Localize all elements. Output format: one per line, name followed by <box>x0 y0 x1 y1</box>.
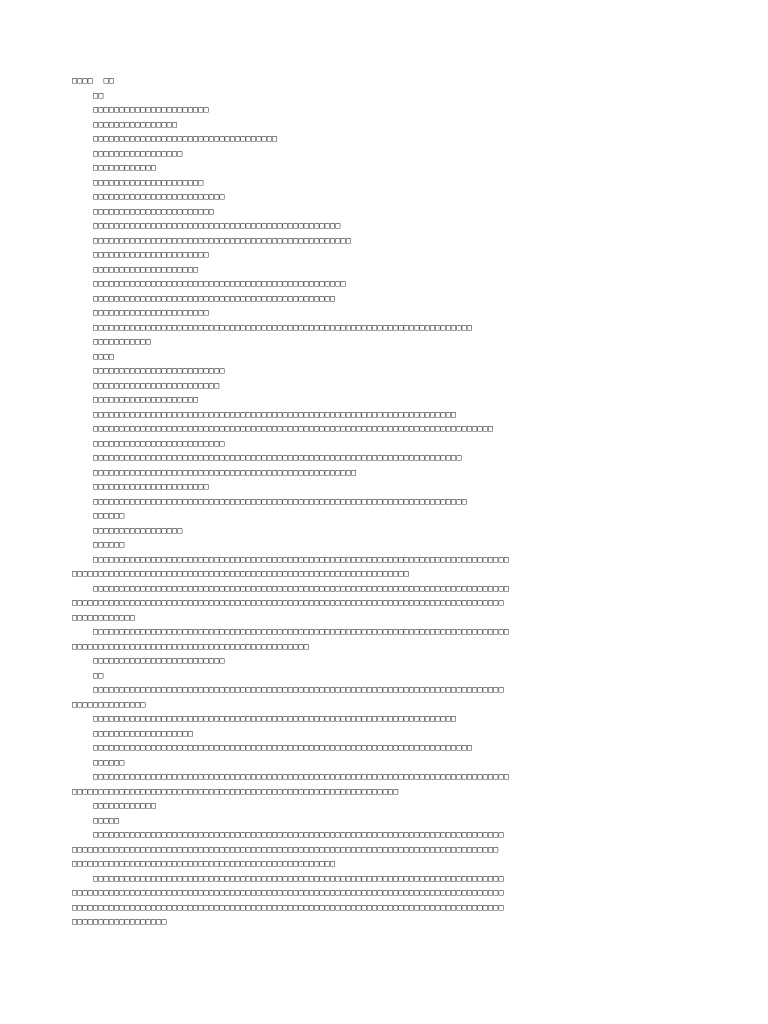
text-line: □□ <box>72 670 104 680</box>
text-line: □□□□□ <box>72 815 120 825</box>
text-line: □□□□□□□□□□□□□□□□□□□□□□□□□□□□□□□□□□□□□□□□□□□□□□□□□□□□□□□□□□□□□□□□ <box>72 569 410 578</box>
text-line: □□□□□□□□□□□□□□□□□□□□□□□□□□□□□□□□□□□□□□□□□□□□□□□□□□□□□□□□□□□□□□□□□□□□□□□□□□□□□□□ <box>72 554 510 564</box>
text-line: □□□□□□□□□□□□□□□□□□□□□□□□□□□□□□□□□□□□□□□□□□□□□□□□□ <box>72 235 352 245</box>
text-line: □□□□□□□□□□□□□□□□□□□□□□□□□□□□□□□□□□□□□□□□□□□□□□□□□□ <box>72 467 357 477</box>
text-line: □□□□□□□□□□□□□□□□□□□□□□ <box>72 308 209 317</box>
text-line: □□□□□□□□□□□ <box>72 337 151 346</box>
text-line: □□□□□□□□□□□□□□□□□□□□□□□□□□□□□□□□□□□□□□□□□□□□□□□□□□□□□□□□□□□□□□□□□□□□□□□□□□□□□□ <box>72 830 504 839</box>
text-line: □□□□□□ <box>72 757 125 767</box>
text-line: □□□□□□□□□□□□□□□□□□□□□□ <box>72 105 209 114</box>
text-line: □□□□ <box>72 351 115 361</box>
text-line: □□□□□□□□□□□□□□□□□□□□□□□□□□□□□□□□□□□□□□□□□□□□□□□□□□□□□□□□□□□□□□□□□□□□□□□□□□□□□□□□□ <box>72 844 499 854</box>
text-line: □□□□□□□□□□□□□□□□□□□□□□□□□□□□□□□□□□□□□□□□□□□□□□□□□□□□□□□□□□□□□□□□□□□□□□□□□□□□ <box>72 424 494 433</box>
text-line: □□□□□□□□□□□□□□□□□□□□□□□□□ <box>72 438 225 448</box>
text-line: □□□□□□□□□□□□□□□□□□□□□□□□□□□□□□□□□□□□□□□□□□□□□□□□□□□□□□□□□□□□□□□□□□□□□□□□□□□□□□□□□□ <box>72 598 504 607</box>
text-line: □□□□□□ <box>72 540 125 549</box>
text-line: □□□□□□□□□□□□□□□□□□□□□□□□□□□□□□□□□□□□□□□□□□□□□□□□□□□□□□□□□□□□□□□□□□□□□□□□□□□□□□□□□□ <box>72 888 504 897</box>
text-line: □□□□□□□□□□□□□□□□□□□□□□□□□□□□□□□□□□□□□□□□□□□□□□□□□□□□□□□□□□□□□□□□□□□□□ <box>72 714 457 723</box>
text-line: □□□□□□□□□□□□□□□□□□□□□□□□□□□□□□□□□□□□□□□□□□□□□□□□□□□□□□□□□□□□□□□□□□□□□□□□ <box>72 322 473 332</box>
text-line: □□□□□□□□□□□□□□□□□□□□□□□ <box>72 206 215 216</box>
text-line: □□□□□□□□□□□□□□□□□□□□□□□□□ <box>72 366 225 375</box>
text-line: □□□□□□□□□□□□□□□□ <box>72 119 178 129</box>
text-line: □□□□□□□□□□□□□□□□□□□□□□□□□□□□□□□□□□□□□□□□□□□□□□□□□□□□□□□□□□□□□□□□□□□□□□□□ <box>72 743 473 752</box>
text-line: □□□□□□□□□□□□□□□□□□ <box>72 917 167 926</box>
text-line: □□□□□□□□□□□□□□□□□□□□□□□□□□□□□□□□□□□□□□□□□□□□□□□□□□□□□□□□□□□□□□□□□□□□□□□□□□□□□□□□□□ <box>72 902 504 912</box>
text-line: □□□□□□□□□□□□□□□□□□□□□□□□□□□□□□□□□□□ <box>72 134 278 143</box>
text-line: □□□□□□□□□□□□□□□□□□□□□□ <box>72 482 209 491</box>
text-line: □□□□□□□□□□□□□□□□□□□□□□□□□□□□□□□□□□□□□□□□□□□□□□□□□□□□□□□□□□□□□□□□□□□□□□□□□□□□□□□ <box>72 627 510 636</box>
text-line: □□□□□□□□□□□□□□□□□□□□□ <box>72 177 204 187</box>
text-line: □□□□□□□□□□□□□□□□□ <box>72 148 183 158</box>
heading-line: □□□□ □□ <box>72 76 115 85</box>
text-line: □□□□□□□□□□□□□□□□□□□□□□□□□□□□□□□□□□□□□□□□□□□□□□□□□□□□□□□□□□□□□□ <box>72 786 399 796</box>
text-line: □□□□□□□□□□□□□□□□□□□ <box>72 728 194 738</box>
text-line: □□□□□□□□□□□□□□□□□□□□□□□□□□□□□□□□□□□□□□□□□□□□□□ <box>72 293 336 303</box>
text-line: □□□□□□□□□□□□□□□□□□□□□□□□□□□□□□□□□□□□□□□□□□□□□ <box>72 641 309 651</box>
text-line: □□□□□□□□□□□□□□□□□□□□□□□□□□□□□□□□□□□□□□□□□□□□□□□□□□□□□□□□□□□□□□□□□□□□□□□□□□□□□□ <box>72 873 504 883</box>
text-line: □□□□□□□□□□□□ <box>72 163 157 172</box>
text-line: □□□□□□□□□□□□□□□□□□□□□□□□□□□□□□□□□□□□□□□□□□□□□□□□□□□□□□□□□□□□□□□□□□□□□ <box>72 409 457 419</box>
text-line: □□□□□□□□□□□□□□□□□ <box>72 525 183 535</box>
text-line: □□ <box>72 90 104 100</box>
text-line: □□□□□□□□□□□□□□□□□□□□□□□□ <box>72 380 220 390</box>
text-line: □□□□□□□□□□□□□□ <box>72 699 146 709</box>
text-line: □□□□□□□□□□□□□□□□□□□□ <box>72 264 199 274</box>
text-line: □□□□□□□□□□□□□□□□□□□□□□□□□ <box>72 192 225 201</box>
text-line: □□□□□□□□□□□□□□□□□□□□□□□□□□□□□□□□□□□□□□□□□□□□□□□□□□□□□□□□□□□□□□□□□□□□□□□□□□□□□□□ <box>72 583 510 593</box>
text-line: □□□□□□□□□□□□□□□□□□□□□□□□□□□□□□□□□□□□□□□□□□□□□□□□ <box>72 279 346 288</box>
text-line: □□□□□□□□□□□□ <box>72 612 136 622</box>
document-body <box>72 74 702 930</box>
text-line: □□□□□□□□□□□□□□□□□□□□□□□□□ <box>72 656 225 665</box>
text-line: □□□□□□□□□□□□ <box>72 801 157 810</box>
text-line: □□□□□□□□□□□□□□□□□□□□□□□□□□□□□□□□□□□□□□□□□□□□□□□ <box>72 221 341 230</box>
text-line: □□□□□□□□□□□□□□□□□□□□□□ <box>72 250 209 259</box>
text-line: □□□□□□□□□□□□□□□□□□□□□□□□□□□□□□□□□□□□□□□□□□□□□□□□□□□□□□□□□□□□□□□□□□□□□□□□□□□□□□□ <box>72 772 510 781</box>
text-line: □□□□□□□□□□□□□□□□□□□□□□□□□□□□□□□□□□□□□□□□□□□□□□□□□□□□□□□□□□□□□□□□□□□□□□ <box>72 453 462 462</box>
text-line: □□□□□□□□□□□□□□□□□□□□□□□□□□□□□□□□□□□□□□□□□□□□□□□□□□□□□□□□□□□□□□□□□□□□□□□ <box>72 496 467 506</box>
text-line: □□□□□□□□□□□□□□□□□□□□□□□□□□□□□□□□□□□□□□□□□□□□□□□□□□□□□□□□□□□□□□□□□□□□□□□□□□□□□□ <box>72 685 504 694</box>
text-line: □□□□□□□□□□□□□□□□□□□□ <box>72 395 199 404</box>
text-line: □□□□□□ <box>72 511 125 520</box>
text-line: □□□□□□□□□□□□□□□□□□□□□□□□□□□□□□□□□□□□□□□□□□□□□□□□□□ <box>72 859 336 868</box>
